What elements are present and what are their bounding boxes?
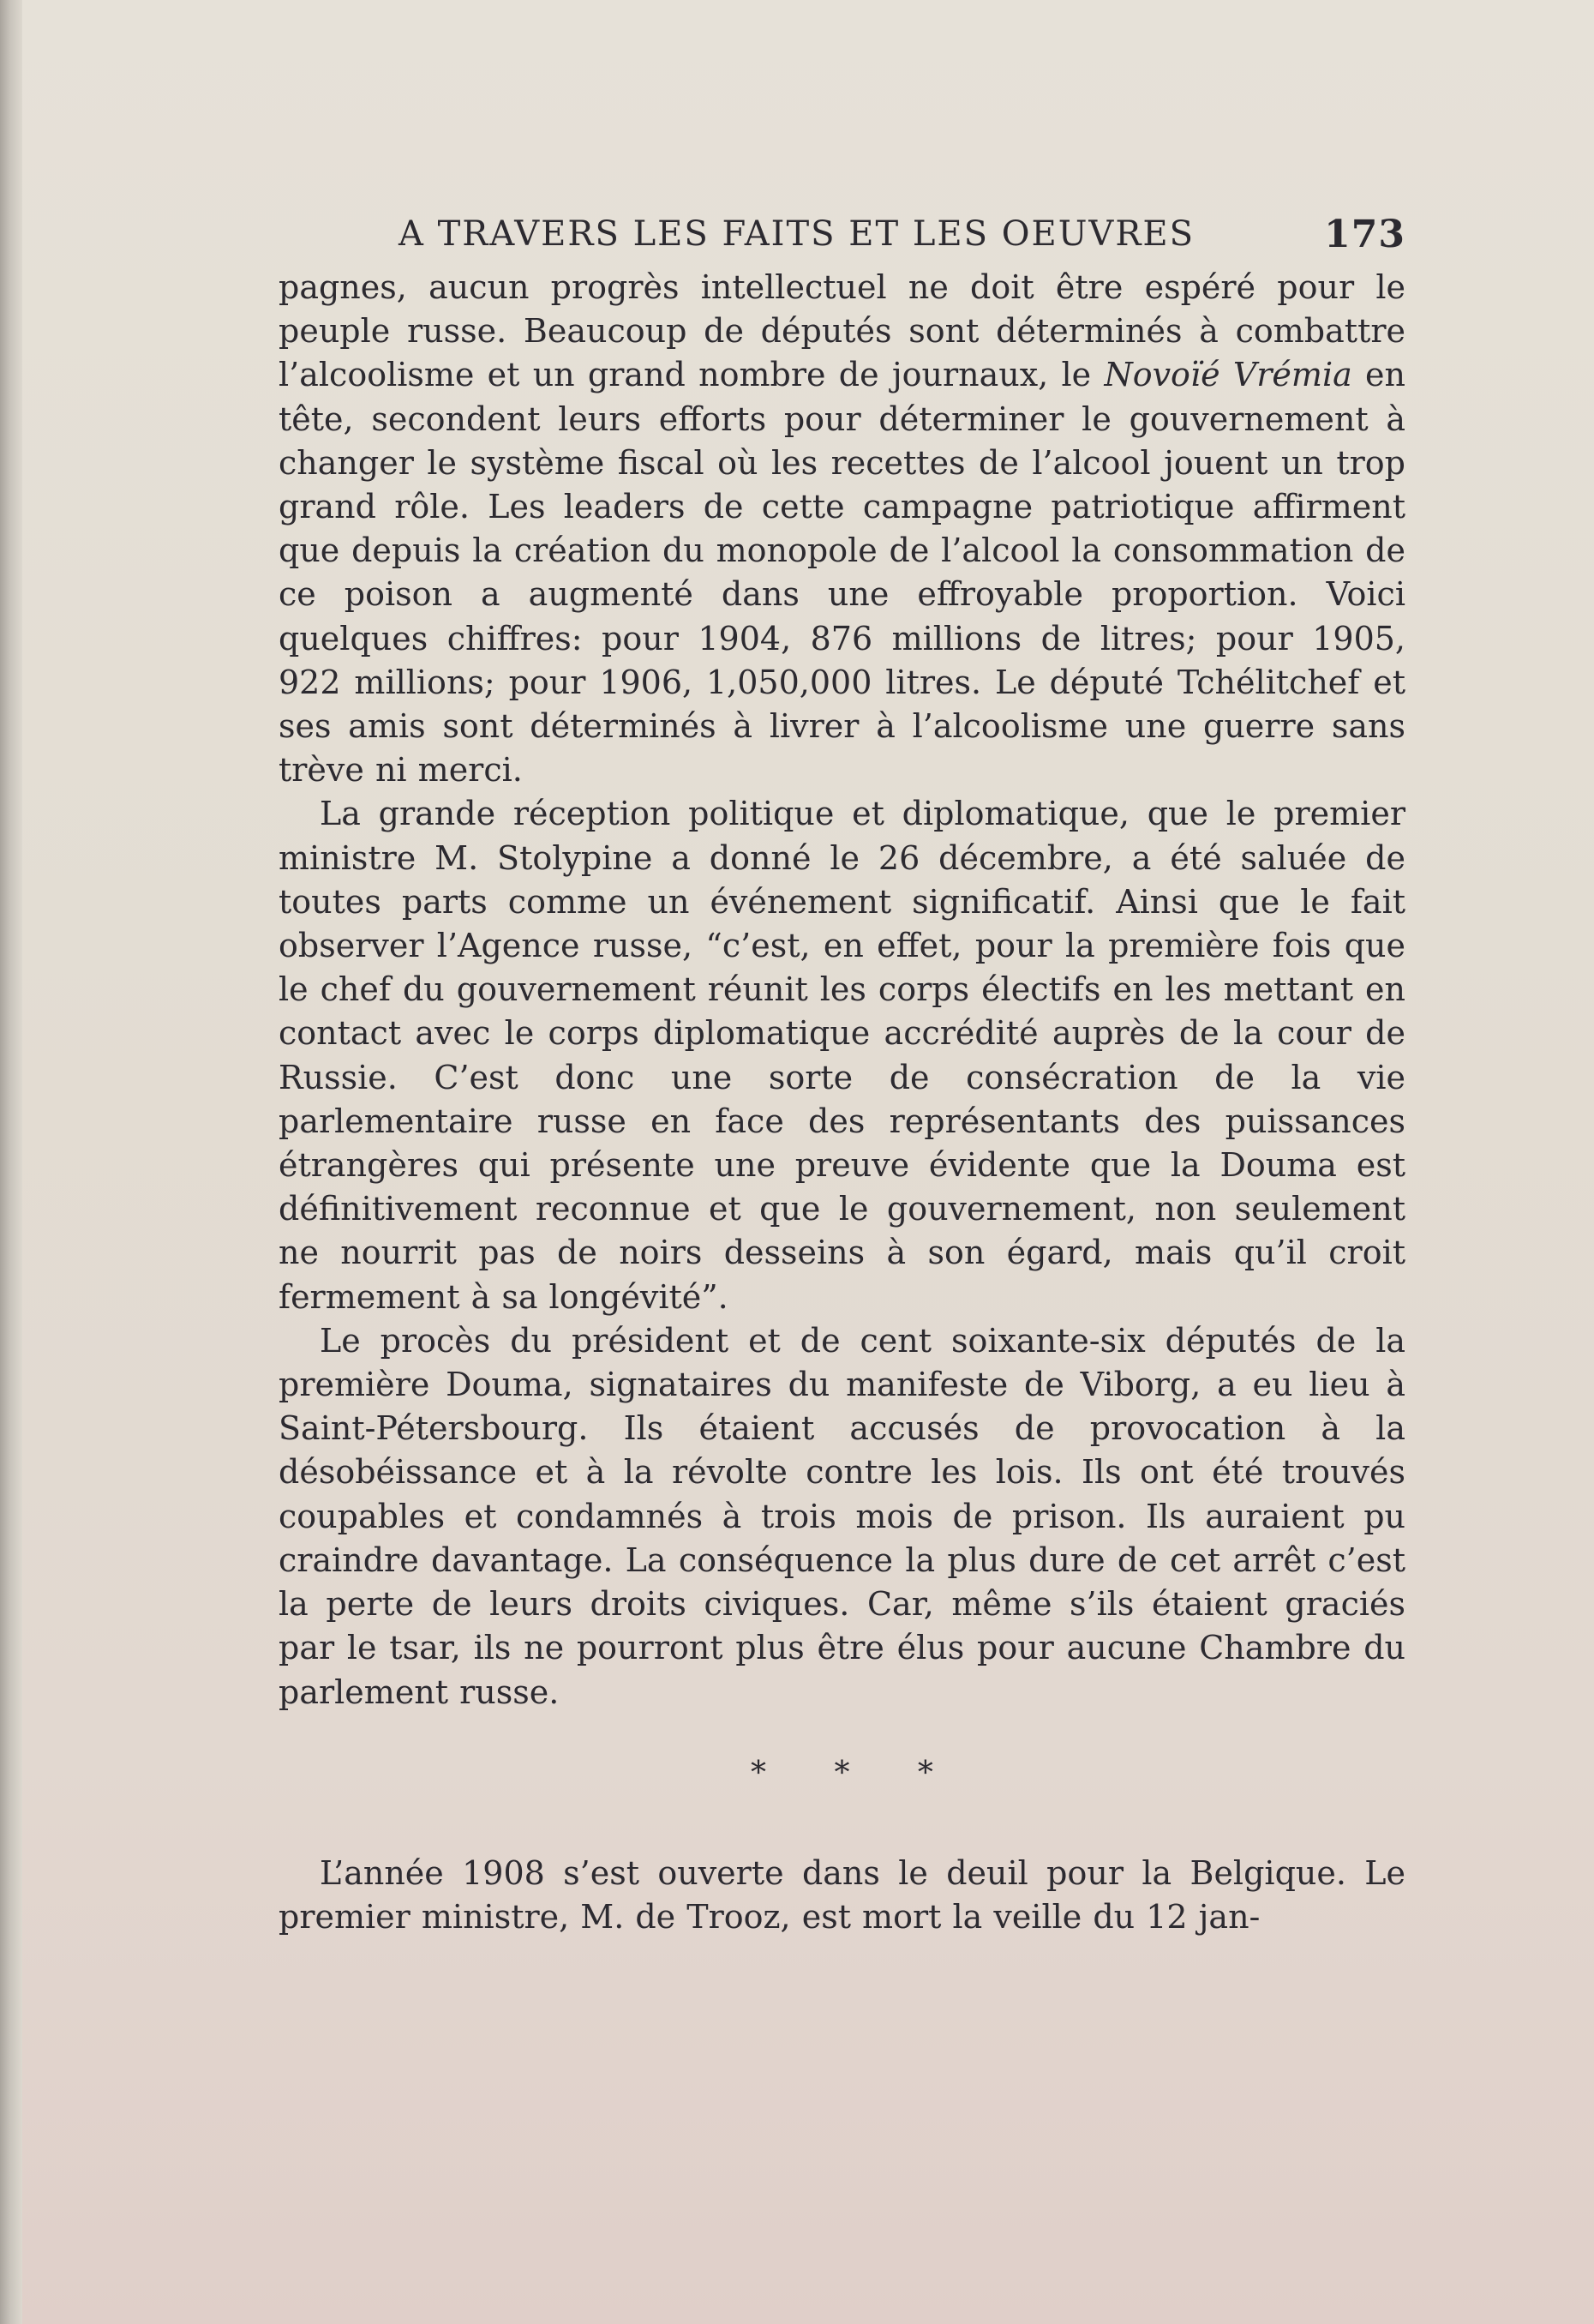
paragraph-reception: La grande réception politique et diplomatique, que le premier ministre M. Stolypine a donné le 26 décembre, a été saluée de toutes parts comme un événement significatif. Ainsi que le fait observer l’Agence russe, “c’est, en effet, pour la première fois que le chef du gouvernement réunit les corps électifs en les mettant en contact avec le corps diplomatique accrédité auprès de la cour de Russie. C’est donc une sorte de consécration de la vie parlementaire russe en face des représentants des puissances étrangères qui présente une preuve évidente que la Douma est définitivement reconnue et que le gouvernement, non seulement ne nourrit pas de noirs desseins à son égard, mais qu’il croit fermement à sa longévité”. xyxy=(279,795,1405,1316)
paragraph-trial: Le procès du président et de cent soixante-six députés de la première Douma, signataires du manifeste de Viborg, a eu lieu à Saint-Pétersbourg. Ils étaient accusés de provocation à la désobéissance et à la révolte contre les lois. Ils ont été trouvés coupables et condamnés à trois mois de prison. Ils auraient pu craindre davantage. La conséquence la plus dure de cet arrêt c’est la perte de leurs droits civiques. Car, même s’ils étaient graciés par le tsar, ils ne pourront plus être élus pour aucune Chambre du parlement russe. xyxy=(279,1321,1405,1711)
paragraph-text: en tête, secondent leurs efforts pour déterminer le gouvernement à changer le système fiscal où les recettes de l’alcool jouent un trop grand rôle. Les leaders de cette campagne patriotique affirment que depuis la création du monopole de l’alcool la consommation de ce poison a augmenté dans une effroyable proportion. Voici quelques chiffres: pour 1904, 876 millions de litres; pour 1905, 922 millions; pour 1906, 1,050,000 litres. Le député Tchélitchef et ses amis sont déterminés à livrer à l’alcoolisme une guerre sans trève ni merci. xyxy=(279,356,1405,790)
book-page xyxy=(279,206,1405,1939)
running-head xyxy=(398,206,1405,266)
book-spine-shadow xyxy=(0,0,22,2324)
running-title: A TRAVERS LES FAITS ET LES OEUVRES xyxy=(398,214,1196,254)
page-number: 173 xyxy=(1324,213,1405,256)
paragraph-belgium: L’année 1908 s’est ouverte dans le deuil pour la Belgique. Le premier ministre, M. de Trooz, est mort la veille du 12 jan- xyxy=(279,1853,1405,1936)
paragraph-alcoholism xyxy=(279,266,1405,792)
section-separator: * * * xyxy=(751,1755,962,1791)
newspaper-title: Novoïé Vrémia xyxy=(1104,356,1352,394)
paragraph-text: pagnes, aucun progrès intellectuel ne doit être espéré pour le peuple russe. Beaucoup de députés sont déterminés à combattre l’alcoolisme et un grand nombre de journaux, le xyxy=(279,268,1405,394)
